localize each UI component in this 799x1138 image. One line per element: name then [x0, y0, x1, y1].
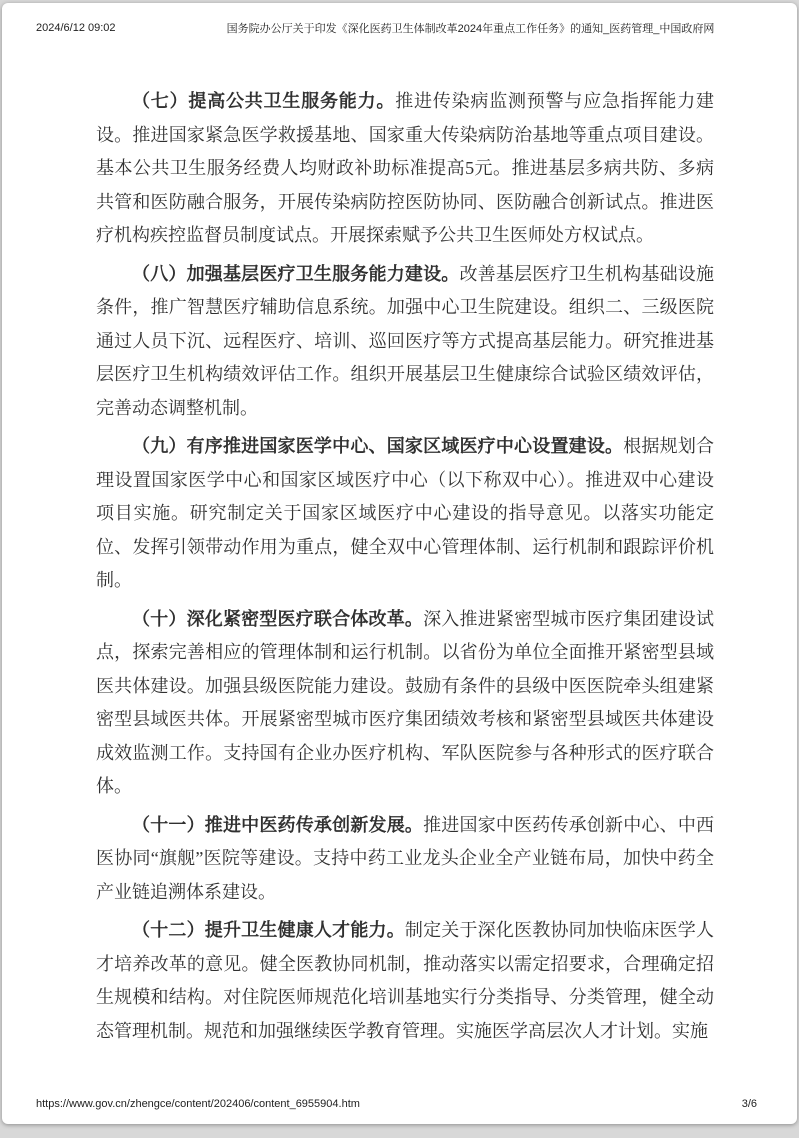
paragraph — [96, 603, 714, 804]
document-title: 国务院办公厅关于印发《深化医药卫生体制改革2024年重点工作任务》的通知_医药管理_中国政府网 — [226, 23, 715, 35]
document-body — [96, 85, 714, 1053]
paragraph-text: 改善基层医疗卫生机构基础设施条件，推广智慧医疗辅助信息系统。加强中心卫生院建设。组织二、三级医院通过人员下沉、远程医疗、培训、巡回医疗等方式提高基层能力。研究推进基层医疗卫生机构绩效评估工作。组织开展基层卫生健康综合试验区绩效评估，完善动态调整机制。 — [96, 263, 714, 418]
paragraph-text: 推进国家中医药传承创新中心、中西医协同“旗舰”医院等建设。支持中药工业龙头企业全产业链布局，加快中药全产业链追溯体系建设。 — [96, 814, 715, 902]
paragraph-text: 推进传染病监测预警与应急指挥能力建设。推进国家紧急医学救援基地、国家重大传染病防治基地等重点项目建设。基本公共卫生服务经费人均财政补助标准提高5元。推进基层多病共防、多病共管和医防融合服务，开展传染病防控医防协同、医防融合创新试点。推进医疗机构疾控监督员制度试点。开展探索赋予公共卫生医师处方权试点。 — [96, 91, 715, 245]
print-page-sheet — [2, 3, 797, 1124]
paragraph-lead: （九）有序推进国家医学中心、国家区域医疗中心设置建设。 — [132, 436, 624, 456]
paragraph-lead: （十一）推进中医药传承创新发展。 — [132, 814, 424, 835]
paragraph-lead: （十二）提升卫生健康人才能力。 — [132, 920, 405, 940]
paragraph-lead: （八）加强基层医疗卫生服务能力建设。 — [132, 263, 460, 284]
paragraph-text: 制定关于深化医教协同加快临床医学人才培养改革的意见。健全医教协同机制，推动落实以需定招要求，合理确定招生规模和结构。对住院医师规范化培训基地实行分类指导、分类管理，健全动态管理机制。规范和加强继续医学教育管理。实施医学高层次人才计划。实施 — [96, 920, 715, 1041]
paragraph-lead: （十）深化紧密型医疗联合体改革。 — [132, 608, 424, 629]
print-header — [2, 20, 797, 40]
source-url: https://www.gov.cn/zhengce/content/202406/content_6955904.htm — [36, 1098, 360, 1110]
paragraph — [96, 258, 714, 426]
page-number: 3/6 — [741, 1098, 757, 1110]
paragraph — [96, 85, 714, 253]
paragraph-text: 深入推进紧密型城市医疗集团建设试点，探索完善相应的管理体制和运行机制。以省份为单位全面推开紧密型县域医共体建设。加强县级医院能力建设。鼓励有条件的县级中医医院牵头组建紧密型县域医共体。开展紧密型城市医疗集团绩效考核和紧密型县域医共体建设成效监测工作。支持国有企业办医疗机构、军队医院参与各种形式的医疗联合体。 — [96, 608, 715, 796]
paragraph-lead: （七）提高公共卫生服务能力。 — [132, 91, 396, 111]
paragraph-text: 根据规划合理设置国家医学中心和国家区域医疗中心（以下称双中心）。推进双中心建设项目实施。研究制定关于国家区域医疗中心建设的指导意见。以落实功能定位、发挥引领带动作用为重点，健全双中心管理体制、运行机制和跟踪评价机制。 — [96, 436, 715, 590]
print-footer — [36, 1098, 757, 1110]
paragraph — [96, 914, 714, 1048]
paragraph — [96, 430, 714, 598]
paragraph — [96, 809, 714, 910]
print-timestamp: 2024/6/12 09:02 — [36, 22, 116, 34]
